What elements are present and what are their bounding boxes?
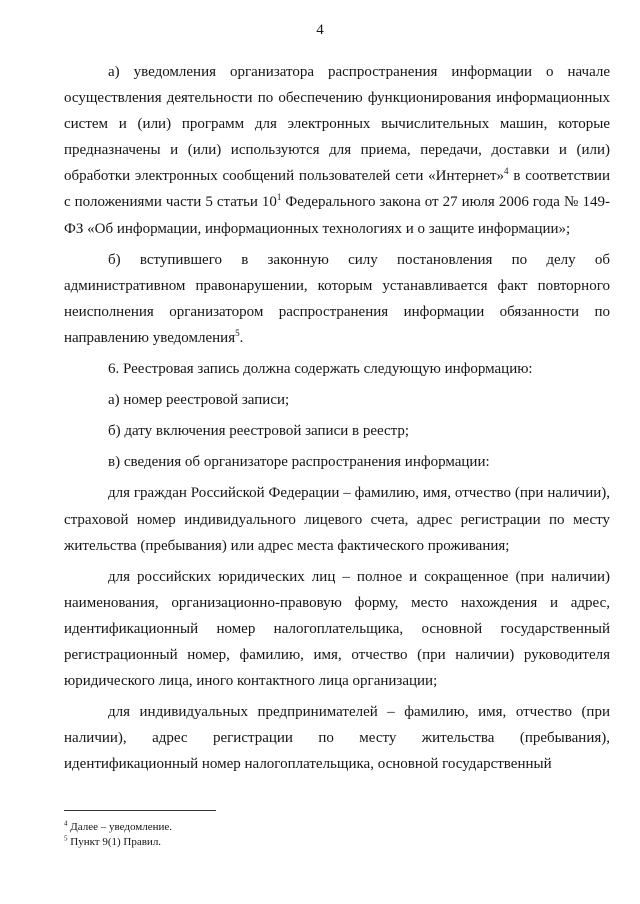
footnote-divider	[64, 810, 216, 811]
paragraph-entry-number: а) номер реестровой записи;	[108, 392, 290, 409]
paragraph-text: Федерального закона от 27 июля 2006 года № 149-ФЗ «Об информации, информационных технологиях и о защите информации»;	[64, 194, 610, 237]
footnote-ref: 5	[235, 327, 240, 338]
paragraph-notification	[64, 59, 610, 242]
paragraph-entrepreneurs: для индивидуальных предпринимателей – фамилию, имя, отчество (при наличии), адрес регистрации по месту жительства (пребывания), идентификационный номер налогоплательщика, основной государственный	[64, 704, 610, 773]
footnote-text: Пункт 9(1) Правил.	[67, 836, 162, 848]
page-number: 4	[316, 22, 324, 38]
paragraph-organizer-info: в) сведения об организаторе распространения информации:	[108, 454, 490, 471]
paragraph-text: в соответствии с положениями части 5 статьи 10	[64, 168, 610, 211]
paragraph-entry-date: б) дату включения реестровой записи в реестр;	[108, 423, 410, 440]
footnote-ref: 4	[504, 166, 509, 177]
footnote-text: Далее – уведомление.	[67, 821, 172, 833]
paragraph-citizens: для граждан Российской Федерации – фамилию, имя, отчество (при наличии), страховой номер индивидуального лицевого счета, адрес регистрации по месту жительства (пребывания) или адрес места фактического проживания;	[64, 485, 610, 554]
article-superscript: 1	[276, 192, 282, 203]
paragraph-registry-entry: 6. Реестровая запись должна содержать следующую информацию:	[108, 361, 533, 378]
document-body	[64, 59, 610, 777]
paragraph-legal-entities: для российских юридических лиц – полное и сокращенное (при наличии) наименования, организационно-правовую форму, место нахождения и адрес, идентификационный номер налогоплательщика, основной государственный регистрационный номер, фамилию, имя, отчество (при наличии) руководителя юридического лица, иного контактного лица организации;	[64, 568, 610, 690]
paragraph-text: б) вступившего в законную силу постановления по делу об административном правонарушении, которым устанавливается факт повторного неисполнения организатором распространения информации обязанности по направлению уведомления	[64, 251, 610, 346]
footnote-mark: 4	[64, 819, 68, 828]
footnote-mark: 5	[64, 834, 68, 843]
footnotes	[64, 820, 610, 850]
paragraph-text: а) уведомления организатора распространения информации о начале осуществления деятельности по обеспечению функционирования информационных систем и (или) программ для электронных вычислительных машин, которые предназначены и (или) используются для приема, передачи, доставки и (или) обработки электронных сообщений пользователей сети «Интернет»	[64, 64, 610, 185]
footnote-item	[64, 820, 610, 835]
paragraph-text: .	[239, 329, 244, 346]
paragraph-ruling	[64, 247, 610, 351]
footnote-item	[64, 835, 610, 850]
